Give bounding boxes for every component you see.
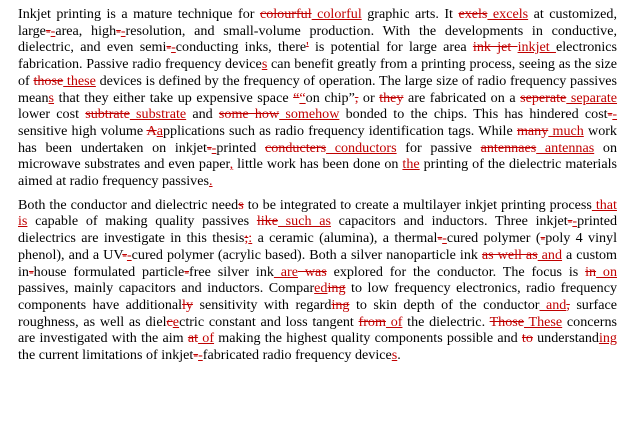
inserted-text: ed <box>314 280 328 297</box>
deleted-text: - <box>28 263 34 280</box>
normal-text: is potential for large area <box>308 39 473 56</box>
inserted-text: ing <box>598 330 617 347</box>
normal-text: are fabricated on a <box>403 89 521 106</box>
normal-text: surface roughness, as well as diel <box>18 296 618 330</box>
normal-text: house formulated particle <box>33 263 185 280</box>
inserted-text: . <box>208 173 213 190</box>
normal-text: to low frequency electronics, radio frequency components have additional <box>18 280 617 313</box>
normal-text: electronics fabrication. Passive radio frequency device <box>18 39 618 73</box>
inserted-text: - <box>120 22 126 39</box>
normal-text: sensitivity with regard <box>193 296 332 313</box>
deleted-text: subtrate <box>85 106 130 123</box>
inserted-text: and <box>539 296 567 313</box>
normal-text: capable of making quality passives <box>27 213 257 230</box>
normal-text: at customized, large <box>18 6 618 39</box>
deleted-text: - <box>607 106 613 123</box>
deleted-text: in <box>585 263 597 280</box>
normal-text: to be integrated to create a multilayer inkjet printing process <box>243 196 592 213</box>
deleted-text: “ <box>293 89 300 106</box>
deleted-text: - <box>122 246 127 263</box>
normal-text: printing of the dielectric materials aimed at radio frequency passives <box>18 156 617 190</box>
inserted-text: - <box>612 106 618 123</box>
deleted-text: like <box>256 213 278 230</box>
deleted-text: was <box>297 263 327 280</box>
deleted-text: ; <box>244 230 249 247</box>
deleted-text: as well as <box>481 246 538 263</box>
inserted-text: - <box>171 39 176 56</box>
inserted-text: - <box>50 22 56 39</box>
normal-text: Inkjet printing is a mature technique for <box>18 6 260 22</box>
deleted-text: , <box>566 296 570 313</box>
inserted-text: s <box>261 56 268 73</box>
normal-text: making the highest quality components possible and <box>214 330 522 347</box>
normal-text: area, high <box>55 22 117 39</box>
inserted-text: conductors <box>326 139 397 156</box>
normal-text: Both the conductor and dielectric need <box>18 196 239 213</box>
normal-text: that they either take up expensive space <box>54 89 294 106</box>
inserted-text: the <box>402 156 420 173</box>
normal-text: capacitors and inductors. Three inkjet <box>330 213 568 230</box>
inserted-text: a <box>156 122 163 139</box>
inserted-text: that is <box>18 196 617 230</box>
deleted-text: some how <box>218 106 280 123</box>
normal-text: devices is defined by the frequency of operation. The large size of radio frequency passives mean <box>18 72 618 106</box>
deleted-text: - <box>540 230 546 247</box>
inserted-text: excels <box>487 6 529 22</box>
deleted-text: - <box>184 263 190 280</box>
deleted-text: they <box>379 89 404 106</box>
normal-text: . <box>397 347 401 364</box>
normal-text: a custom in <box>18 246 618 280</box>
normal-text: printed <box>216 139 265 156</box>
deleted-text: - <box>193 347 199 364</box>
normal-text: and <box>186 106 219 123</box>
normal-text: can benefit greatly from a printing process, seeing as the size of <box>18 56 617 89</box>
inserted-text: - <box>126 246 132 263</box>
inserted-text: inkjet <box>517 39 556 56</box>
normal-text: conducting inks, there <box>175 39 307 56</box>
inserted-text: these <box>63 72 96 89</box>
deleted-text: colourful <box>259 6 312 22</box>
inserted-text: - <box>442 230 447 247</box>
inserted-text: separate <box>566 89 618 106</box>
normal-text: fabricated radio frequency device <box>202 347 392 364</box>
normal-text: free silver ink <box>189 263 274 280</box>
inserted-text: - <box>198 347 203 364</box>
normal-text: to skin depth of the conductor <box>349 296 540 313</box>
normal-text: cured polymer ( <box>446 230 541 247</box>
normal-text: the dielectric. <box>402 313 490 330</box>
deleted-text: - <box>45 22 51 39</box>
inserted-text: and <box>537 246 563 263</box>
inserted-text: of <box>385 313 403 330</box>
deleted-text: - <box>166 39 172 56</box>
deleted-text: - <box>437 230 443 247</box>
deleted-text: from <box>358 313 386 330</box>
deleted-text: antennaes <box>480 139 537 156</box>
deleted-text: , <box>354 89 359 106</box>
normal-text: a ceramic (alumina), a thermal <box>252 230 438 247</box>
inserted-text: : <box>248 230 253 247</box>
normal-text: for passive <box>396 139 481 156</box>
normal-text: concerns are investigated with the aim <box>18 313 617 347</box>
inserted-text: s <box>391 347 398 364</box>
inserted-text: substrate <box>129 106 187 123</box>
deleted-text: at <box>187 330 199 347</box>
normal-text: little work has been done on <box>233 156 403 173</box>
deleted-text: seperate <box>520 89 567 106</box>
deleted-text: to <box>521 330 533 347</box>
deleted-text: many <box>516 122 549 139</box>
inserted-text: - <box>211 139 217 156</box>
inserted-text: “ <box>299 89 306 106</box>
normal-text: understand <box>532 330 599 347</box>
paragraph-conductor-dielectric[interactable] <box>18 197 617 364</box>
normal-text: ctric constant and loss tangent <box>179 313 359 330</box>
deleted-text: ink jet <box>472 39 518 56</box>
deleted-text: those <box>33 72 64 89</box>
inserted-text: s <box>48 89 55 106</box>
deleted-text: A <box>146 122 157 139</box>
inserted-text: , <box>229 156 234 173</box>
normal-text: poly 4 vinyl phenol), and a UV <box>18 230 618 263</box>
deleted-text: ' <box>306 39 309 56</box>
inserted-text: antennas <box>536 139 595 156</box>
deleted-text: s <box>238 196 244 213</box>
inserted-text: such as <box>277 213 331 230</box>
paragraph-inkjet-intro[interactable] <box>18 6 617 190</box>
deleted-text: - <box>116 22 121 39</box>
normal-text: printed dielectrics are investigate in this thesis <box>18 213 617 247</box>
deleted-text: exels <box>458 6 488 22</box>
normal-text: explored for the conductor. The focus is <box>326 263 586 280</box>
deleted-text: ly <box>182 296 194 313</box>
inserted-text: much <box>548 122 584 139</box>
normal-text: cured polymer (acrylic based). Both a silver nanoparticle ink <box>131 246 482 263</box>
normal-text: lower cost <box>18 106 86 123</box>
normal-text: work has been undertaken on inkjet <box>18 122 617 156</box>
normal-text: on chip” <box>305 89 355 106</box>
deleted-text: Those <box>489 313 525 330</box>
deleted-text: ing <box>327 280 346 297</box>
deleted-text: c <box>166 313 173 330</box>
inserted-text: - <box>572 213 578 230</box>
deleted-text: conducters <box>265 139 327 156</box>
inserted-text: on <box>596 263 617 280</box>
inserted-text: e <box>172 313 180 330</box>
normal-text: sensitive high volume <box>18 122 147 139</box>
deleted-text: - <box>206 139 212 156</box>
normal-text: passives, mainly capacitors and inductors. Compar <box>18 280 315 297</box>
inserted-text: colorful <box>311 6 362 22</box>
inserted-text: These <box>524 313 563 330</box>
normal-text: on microwave substrates and even paper <box>18 139 617 173</box>
normal-text: the current limitations of inkjet <box>18 347 194 364</box>
normal-text: graphic arts. It <box>361 6 459 22</box>
normal-text: bonded to the chips. This has hindered cost <box>339 106 608 123</box>
inserted-text: are <box>273 263 298 280</box>
normal-text: resolution, and small-volume production. With the developments in conductive, dielectric, and even semi <box>18 22 617 56</box>
inserted-text: somehow <box>279 106 340 123</box>
deleted-text: ing <box>331 296 350 313</box>
deleted-text: - <box>567 213 573 230</box>
inserted-text: of <box>198 330 215 347</box>
normal-text: or <box>358 89 380 106</box>
normal-text: pplications such as radio frequency identification tags. While <box>162 122 517 139</box>
